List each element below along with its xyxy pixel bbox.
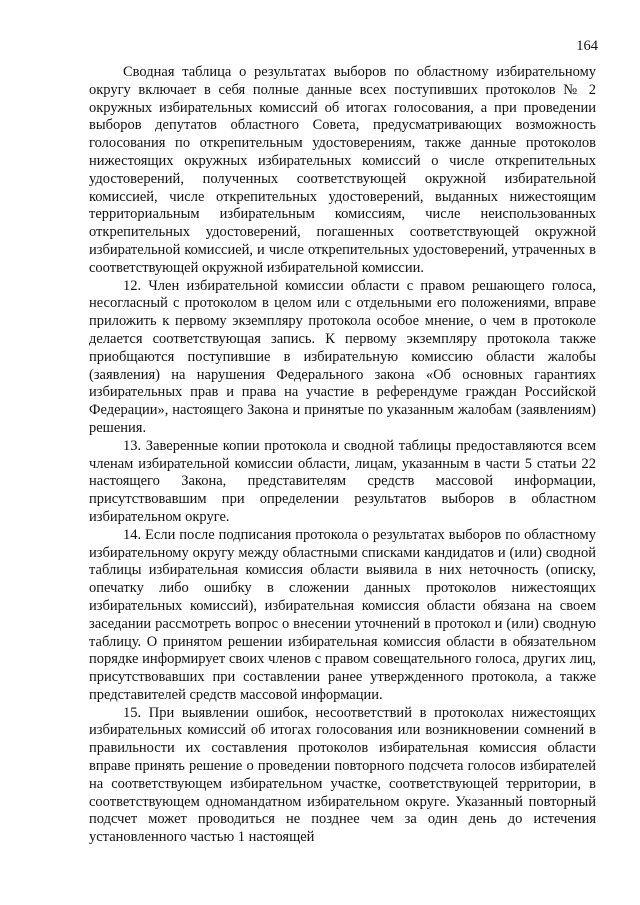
paragraph-15: 15. При выявлении ошибок, несоответствий в протоколах нижестоящих избирательных комиссий об итогах голосования или возникновении сомнений в правильности их составления протоколов избирательная комиссия области вправе принять решение о проведении повторного подсчета голосов избирателей на соответствующем избирательном участке, соответствующей территории, в соответствующем одномандатном избирательном округе. Указанный повторный подсчет может проводиться не позднее чем за один день до истечения установленного частью 1 настоящей xyxy=(89,704,596,846)
paragraph-14: 14. Если после подписания протокола о результатах выборов по областному избирательному округу между областными списками кандидатов и (или) сводной таблицы избирательная комиссия области выявила в них неточность (описку, опечатку либо ошибку в сложении данных протоколов нижестоящих избирательных комиссий), избирательная комиссия области обязана на своем заседании рассмотреть вопрос о внесении уточнений в протокол и (или) сводную таблицу. О принятом решении избирательная комиссия области в обязательном порядке информирует своих членов с правом совещательного голоса, других лиц, присутствовавших при составлении ранее утвержденного протокола, а также представителей средств массовой информации. xyxy=(89,526,596,703)
paragraph-summary-table: Сводная таблица о результатах выборов по областному избирательному округу включает в себя полные данные всех поступивших протоколов № 2 окружных избирательных комиссий об итогах голосования, а при проведении выборов депутатов областного Совета, предусматривающих возможность голосования по открепительным удостоверениям, также данные протоколов нижестоящих окружных избирательных комиссий о числе открепительных удостоверений, полученных соответствующей окружной избирательной комиссией, числе открепительных удостоверений, выданных нижестоящим территориальным избирательным комиссиям, числе неиспользованных открепительных удостоверений, погашенных соответствующей окружной избирательной комиссией, и числе открепительных удостоверений, утраченных в соответствующей окружной избирательной комиссии. xyxy=(89,64,596,276)
paragraph-12: 12. Член избирательной комиссии области с правом решающего голоса, несогласный с протоколом в целом или с отдельными его положениями, вправе приложить к первому экземпляру протокола особое мнение, о чем в протоколе делается соответствующая запись. К первому экземпляру протокола также приобщаются поступившие в избирательную комиссию области жалобы (заявления) на нарушения Федерального закона «Об основных гарантиях избирательных прав и права на участие в референдуме граждан Российской Федерации», настоящего Закона и принятые по указанным жалобам (заявлениям) решения. xyxy=(89,277,596,436)
paragraph-13: 13. Заверенные копии протокола и сводной таблицы предоставляются всем членам избирательной комиссии области, лицам, указанным в части 5 статьи 22 настоящего Закона, представителям средств массовой информации, присутствовавшим при определении результатов выборов в областном избирательном округе. xyxy=(89,437,596,525)
document-body xyxy=(89,64,596,847)
page-number: 164 xyxy=(576,38,598,54)
